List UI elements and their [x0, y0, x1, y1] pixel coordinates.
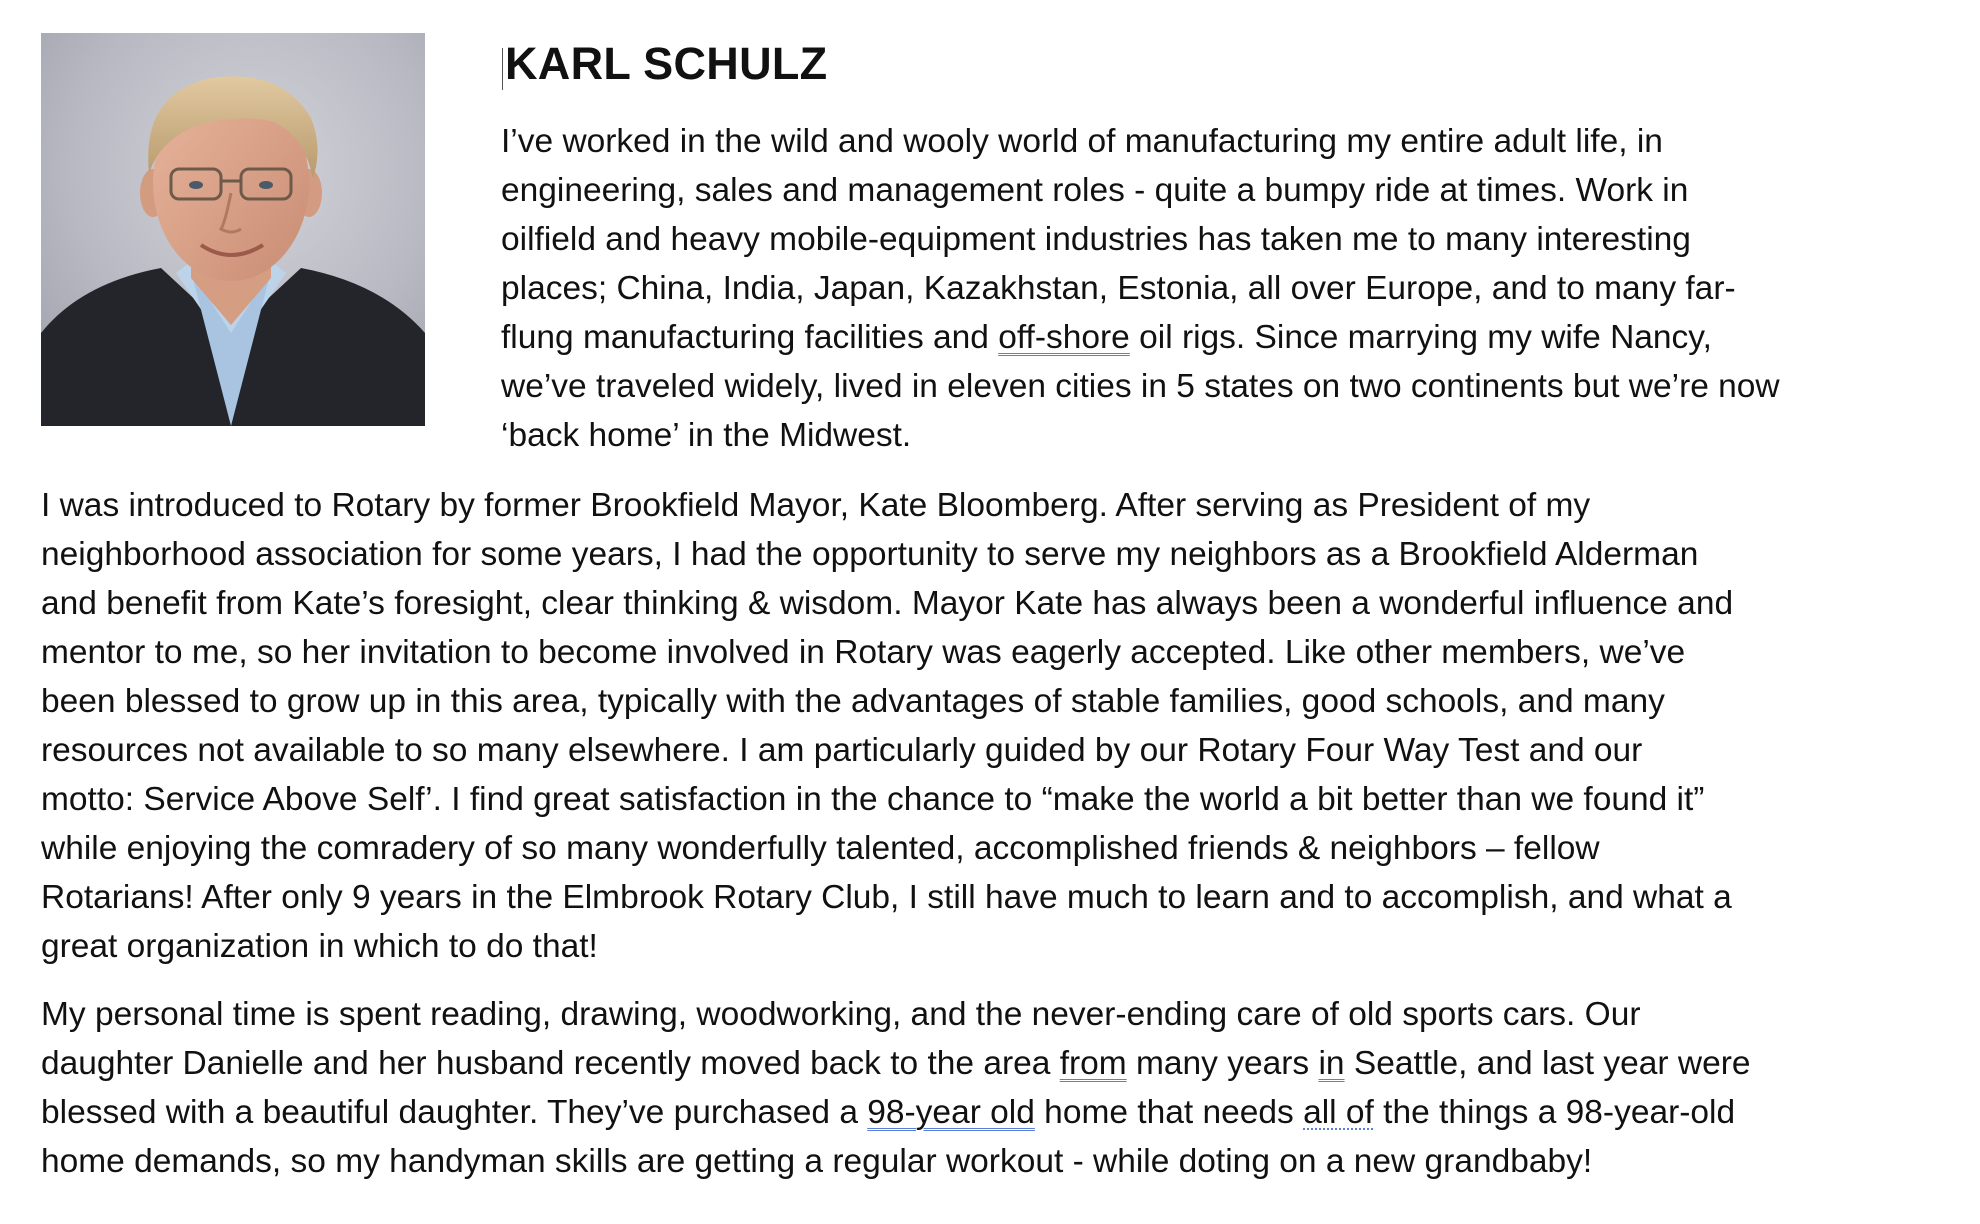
text-line: motto: Service Above Self’. I find great satisfaction in the chance to “make the world a bit better than we found it” [41, 781, 1705, 818]
text-line: home demands, so my handyman skills are getting a regular workout - while doting on a new grandbaby! [41, 1143, 1593, 1180]
grammar-flag-off-shore[interactable]: off-shore [998, 319, 1130, 356]
text-line: great organization in which to do that! [41, 928, 598, 965]
text-line: resources not available to so many elsewhere. I am particularly guided by our Rotary Four Way Test and our [41, 732, 1643, 769]
text-line: and benefit from Kate’s foresight, clear thinking & wisdom. Mayor Kate has always been a wonderful influence and [41, 585, 1734, 622]
text-cursor [502, 48, 503, 90]
text-line: My personal time is spent reading, drawing, woodworking, and the never-ending care of old sports cars. Our [41, 996, 1641, 1033]
text-line: engineering, sales and management roles - quite a bumpy ride at times. Work in [501, 172, 1689, 209]
text-segment: Seattle, and last year were [1344, 1045, 1751, 1082]
bio-paragraph-personal [41, 990, 1751, 1186]
text-segment: flung manufacturing facilities and [501, 319, 999, 356]
text-segment: daughter Danielle and her husband recently moved back to the area [41, 1045, 1060, 1082]
text-line: I’ve worked in the wild and wooly world of manufacturing my entire adult life, in [501, 123, 1663, 160]
portrait-photo [41, 33, 425, 426]
grammar-flag-all-of[interactable]: all of [1303, 1094, 1374, 1131]
text-line: oilfield and heavy mobile-equipment industries has taken me to many interesting [501, 221, 1691, 258]
text-line: places; China, India, Japan, Kazakhstan, Estonia, all over Europe, and to many far- [501, 270, 1736, 307]
bio-paragraph-rotary [41, 481, 1733, 971]
text-line: we’ve traveled widely, lived in eleven cities in 5 states on two continents but we’re now [501, 368, 1780, 405]
text-line: ‘back home’ in the Midwest. [501, 417, 912, 454]
text-line: neighborhood association for some years, I had the opportunity to serve my neighbors as a Brookfield Alderman [41, 536, 1699, 573]
text-line: been blessed to grow up in this area, typically with the advantages of stable families, good schools, and many [41, 683, 1665, 720]
text-line: while enjoying the comradery of so many wonderfully talented, accomplished friends & neighbors – fellow [41, 830, 1600, 867]
text-line [501, 313, 1780, 362]
text-line [41, 1039, 1751, 1088]
text-line: I was introduced to Rotary by former Brookfield Mayor, Kate Bloomberg. After serving as President of my [41, 487, 1591, 524]
grammar-flag-in[interactable]: in [1318, 1045, 1345, 1082]
text-segment: many years [1126, 1045, 1319, 1082]
text-line: Rotarians! After only 9 years in the Elmbrook Rotary Club, I still have much to learn and to accomplish, and what a [41, 879, 1732, 916]
text-segment: blessed with a beautiful daughter. They’ve purchased a [41, 1094, 868, 1131]
text-line: mentor to me, so her invitation to become involved in Rotary was eagerly accepted. Like other members, we’ve [41, 634, 1686, 671]
bio-paragraph-intro [501, 117, 1780, 460]
text-segment: the things a 98-year-old [1373, 1094, 1736, 1131]
grammar-flag-from[interactable]: from [1059, 1045, 1127, 1082]
text-segment: home that needs [1034, 1094, 1304, 1131]
text-segment: oil rigs. Since marrying my wife Nancy, [1129, 319, 1712, 356]
grammar-flag-98-year-old[interactable]: 98-year old [867, 1094, 1035, 1131]
page-title: KARL SCHULZ [505, 38, 828, 89]
text-line [41, 1088, 1751, 1137]
